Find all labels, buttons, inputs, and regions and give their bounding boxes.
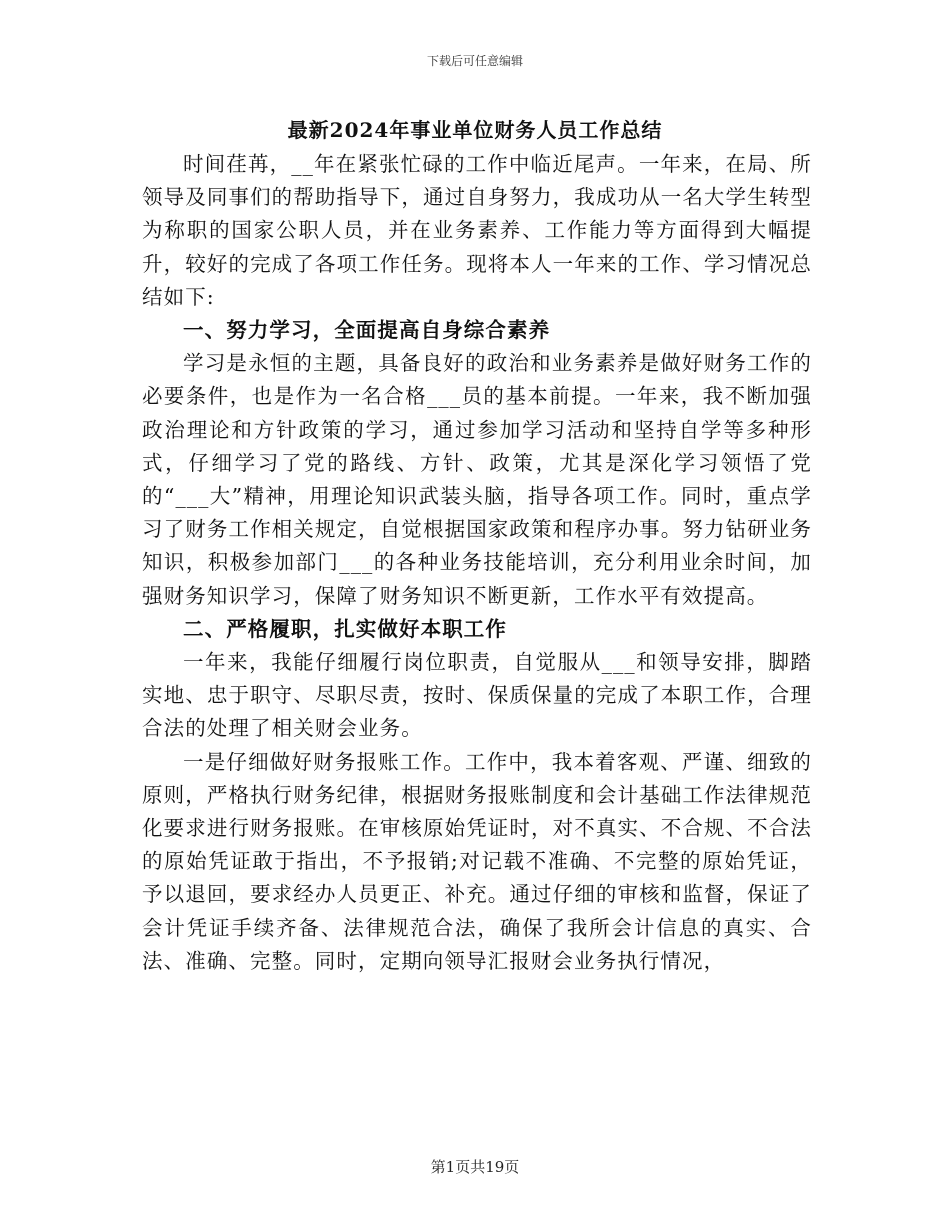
- section-heading-2: 二、严格履职，扎实做好本职工作: [183, 616, 507, 641]
- section-2-paragraph: 一年来，我能仔细履行岗位职责，自觉服从___和领导安排，脚踏实地、忠于职守、尽职尽责，按时、保质保量的完成了本职工作，合理合法的处理了相关财会业务。: [142, 650, 812, 741]
- page-header-note: 下载后可任意编辑: [426, 54, 523, 68]
- section-1-paragraph: 学习是永恒的主题，具备良好的政治和业务素养是做好财务工作的必要条件，也是作为一名合格___员的基本前提。一年来，我不断加强政治理论和方针政策的学习，通过参加学习活动和坚持自学等多种形式，仔细学习了党的路线、方针、政策，尤其是深化学习领悟了党的“___大”精神，用理论知识武装头脑，指导各项工作。同时，重点学习了财务工作相关规定，自觉根据国家政策和程序办事。努力钻研业务知识，积极参加部门___的各种业务技能培训，充分利用业余时间，加强财务知识学习，保障了财务知识不断更新，工作水平有效提高。: [142, 351, 812, 608]
- page-number: 第1页共19页: [430, 1158, 520, 1176]
- document-body: [142, 148, 812, 978]
- document-title: 最新2024年事业单位财务人员工作总结: [287, 118, 663, 142]
- section-2-item-1-paragraph: 一是仔细做好财务报账工作。工作中，我本着客观、严谨、细致的原则，严格执行财务纪律，根据财务报账制度和会计基础工作法律规范化要求进行财务报账。在审核原始凭证时，对不真实、不合规、不合法的原始凭证敢于指出，不予报销;对记载不准确、不完整的原始凭证，予以退回，要求经办人员更正、补充。通过仔细的审核和监督，保证了会计凭证手续齐备、法律规范合法，确保了我所会计信息的真实、合法、准确、完整。同时，定期向领导汇报财会业务执行情况，: [142, 749, 812, 973]
- intro-paragraph: 时间荏苒，__年在紧张忙碌的工作中临近尾声。一年来，在局、所领导及同事们的帮助指导下，通过自身努力，我成功从一名大学生转型为称职的国家公职人员，并在业务素养、工作能力等方面得到大幅提升，较好的完成了各项工作任务。现将本人一年来的工作、学习情况总结如下:: [142, 152, 812, 309]
- section-heading-1: 一、努力学习，全面提高自身综合素养: [183, 318, 551, 343]
